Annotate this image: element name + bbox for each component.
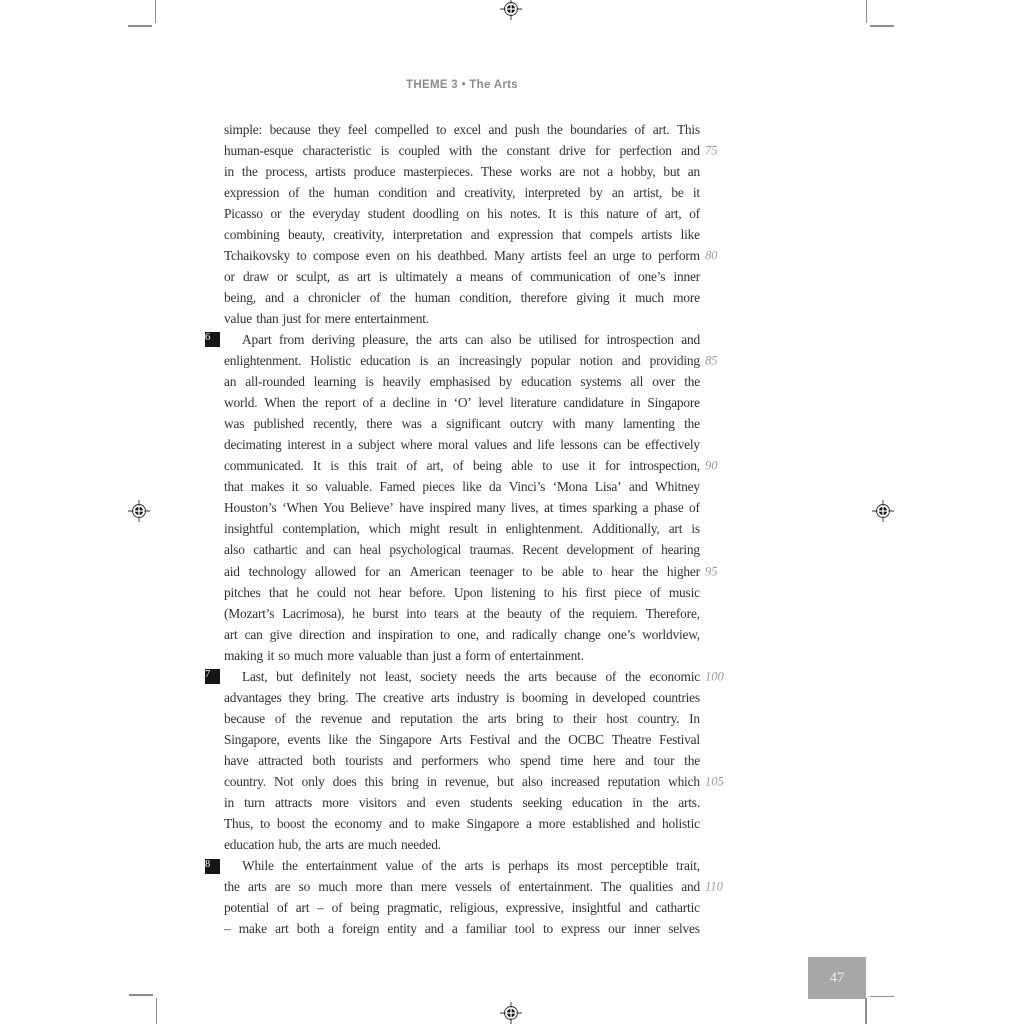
page-number-badge: [808, 957, 866, 999]
text-line: Last, but definitely not least, society needs the arts because of the economic 7 100: [205, 668, 724, 684]
text-line: the arts are so much more than mere vessels of entertainment. The qualities and 110: [224, 879, 723, 895]
text-line: education hub, the arts are much needed.: [224, 837, 441, 853]
text-line: Tchaikovsky to compose even on his deathbed. Many artists feel an urge to perform 80: [224, 247, 718, 263]
page-number: 47: [829, 969, 845, 986]
paragraph-marker: 6: [205, 332, 220, 347]
text-line: Singapore, events like the Singapore Arts Festival and the OCBC Theatre Festival: [224, 731, 700, 747]
text-line: or draw or sculpt, as art is ultimately a means of communication of one’s inner: [224, 268, 700, 284]
text-line: Houston’s ‘When You Believe’ have inspired many lives, at times sparking a phase of: [224, 500, 700, 516]
text-line: Picasso or the everyday student doodling on his notes. It is this nature of art, of: [224, 205, 700, 221]
text-line: that makes it so valuable. Famed pieces like da Vinci’s ‘Mona Lisa’ and Whitney: [224, 479, 700, 495]
text-line: decimating interest in a subject where moral values and life lessons can be effectively: [224, 437, 700, 453]
line-number: 75: [705, 143, 718, 158]
text-line: (Mozart’s Lacrimosa), he burst into tears at the beauty of the requiem. Therefore,: [224, 605, 700, 621]
text-line: potential of art – of being pragmatic, religious, expressive, insightful and cathartic: [224, 900, 700, 916]
text-line: value than just for mere entertainment.: [224, 310, 429, 326]
paragraph-marker: 8: [205, 859, 220, 874]
text-line: art can give direction and inspiration to one, and radically change one’s worldview,: [224, 626, 700, 642]
text-line: Thus, to boost the economy and to make Singapore a more established and holistic: [224, 816, 700, 832]
paragraph-marker: 7: [205, 669, 220, 684]
text-line: being, and a chronicler of the human condition, therefore giving it much more: [224, 289, 700, 305]
text-line: insightful contemplation, which might result in enlightenment. Additionally, art is: [224, 521, 700, 537]
text-line: human-esque characteristic is coupled with the constant drive for perfection and 75: [224, 142, 718, 158]
text-line: advantages they bring. The creative arts industry is booming in developed countries: [224, 689, 700, 705]
text-line: making it so much more valuable than just a form of entertainment.: [224, 647, 584, 663]
text-line: simple: because they feel compelled to excel and push the boundaries of art. This: [224, 121, 700, 137]
line-number: 95: [705, 564, 718, 578]
registration-mark-icon: [500, 0, 522, 20]
crop-mark-icon: [128, 25, 152, 27]
crop-mark-icon: [866, 0, 868, 23]
text-line: enlightenment. Holistic education is an increasingly popular notion and providing 85: [224, 353, 718, 369]
text-line: in turn attracts more visitors and even students seeking education in the arts.: [224, 795, 700, 811]
crop-mark-icon: [870, 25, 894, 27]
text-line: was published recently, there was a significant outcry with many lamenting the: [224, 416, 700, 432]
crop-mark-icon: [865, 998, 867, 1024]
crop-mark-icon: [129, 994, 153, 996]
text-line: world. When the report of a decline in ‘O’ level literature candidature in Singapore: [224, 395, 700, 411]
text-line: because of the revenue and reputation the arts bring to their host country. In: [224, 710, 700, 726]
text-line: – make art both a foreign entity and a familiar tool to express our inner selves: [224, 921, 700, 937]
text-line: an all-rounded learning is heavily emphasised by education systems all over the: [224, 374, 700, 390]
text-line: country. Not only does this bring in revenue, but also increased reputation which 105: [224, 773, 724, 789]
crop-mark-icon: [155, 0, 157, 23]
text-line: aid technology allowed for an American teenager to be able to hear the higher 95: [224, 563, 718, 579]
line-number: 100: [705, 669, 724, 684]
body-text: [205, 119, 724, 940]
text-line: pitches that he could not hear before. Upon listening to his first piece of music: [224, 584, 700, 600]
text-line: communicated. It is this trait of art, of being able to use it for introspection, 90: [224, 458, 718, 474]
text-line: combining beauty, creativity, interpretation and expression that compels artists like: [224, 226, 700, 242]
line-number: 90: [705, 458, 718, 473]
text-line: Apart from deriving pleasure, the arts can also be utilised for introspection and 6: [205, 331, 700, 347]
registration-mark-icon: [872, 500, 894, 522]
text-line: While the entertainment value of the arts is perhaps its most perceptible trait, 8: [205, 858, 700, 874]
crop-mark-icon: [870, 996, 894, 998]
registration-mark-icon: [128, 500, 150, 522]
text-line: have attracted both tourists and performers who spend time here and tour the: [224, 752, 700, 768]
line-number: 85: [705, 353, 718, 368]
line-number: 105: [705, 774, 724, 789]
crop-mark-icon: [156, 998, 158, 1024]
text-line: also cathartic and can heal psychological traumas. Recent development of hearing: [224, 542, 700, 558]
line-number: 80: [705, 248, 718, 263]
line-number: 110: [705, 879, 723, 894]
running-header: THEME 3 • The Arts: [406, 79, 518, 91]
registration-mark-icon: [500, 1002, 522, 1024]
text-line: in the process, artists produce masterpieces. These works are not a hobby, but an: [224, 163, 700, 179]
text-line: expression of the human condition and creativity, interpreted by an artist, be it: [224, 184, 700, 200]
